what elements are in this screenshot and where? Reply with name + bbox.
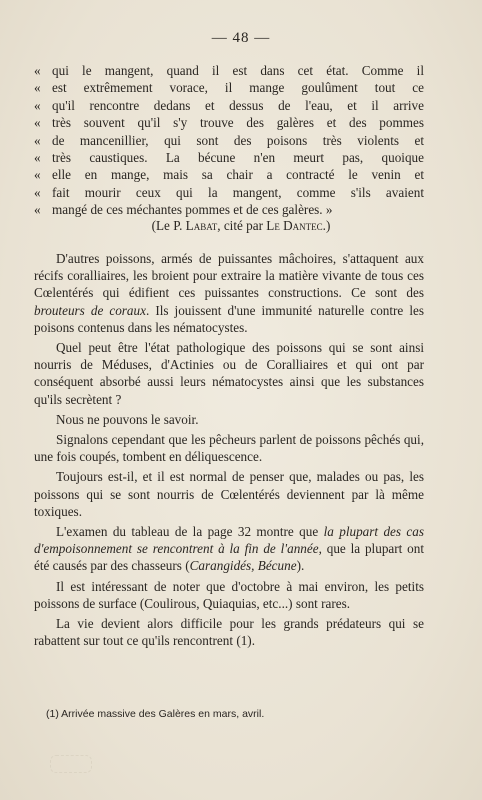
- paragraph-text: ).: [296, 558, 305, 574]
- body-text: [34, 250, 424, 652]
- quote-mark: «: [34, 150, 41, 166]
- quote-line: [34, 132, 424, 149]
- quote-line-text: qui le mangent, quand il est dans cet état. Comme il: [52, 63, 424, 78]
- paragraph-text: L'examen du tableau de la page 32 montre que: [56, 524, 324, 540]
- citation-middle: , cité par: [217, 218, 267, 233]
- quote-line: [34, 114, 424, 131]
- quote-line: [34, 62, 424, 79]
- paragraph-italic: Carangidés, Bécune: [189, 558, 297, 574]
- quote-line-text: qu'il rencontre dedans et dessus de l'eau, et il arrive: [52, 97, 424, 113]
- quote-line-text: mangé de ces méchantes pommes et de ces galères. »: [52, 202, 333, 218]
- paragraph: [34, 523, 424, 575]
- paragraph: Il est intéressant de noter que d'octobre à mai environ, les petits poissons de surface (Coulirous, Quiaquias, etc...) sont rares.: [34, 578, 424, 611]
- quote-mark: «: [34, 63, 41, 78]
- quote-line-text: elle en mange, mais sa chair a contracté le venin et: [52, 167, 424, 183]
- quote-line: [34, 149, 424, 166]
- paragraph: La vie devient alors difficile pour les grands prédateurs qui se rabattent sur tout ce qu'ils rencontrent (1).: [34, 616, 424, 649]
- quote-citation: [0, 218, 482, 234]
- paragraph: Nous ne pouvons le savoir.: [56, 411, 199, 427]
- quote-line-text: très souvent qu'il s'y trouve des galères et des pommes: [52, 115, 424, 131]
- quote-line: [34, 201, 424, 218]
- paragraph: Quel peut être l'état pathologique des poissons qui se sont ainsi nourris de Méduses, d'Actinies ou de Coralliaires et qui ont par conséquent absorbé aussi leurs nématocystes ainsi que les substances qu'ils secrètent ?: [34, 340, 424, 407]
- quote-mark: «: [34, 80, 41, 96]
- footnote: (1) Arrivée massive des Galères en mars, avril.: [46, 708, 265, 720]
- faint-stamp-mark: [50, 755, 92, 773]
- paragraph: Toujours est-il, et il est normal de penser que, malades ou pas, les poissons qui se sont nourris de Cœlentérés deviennent par là même toxiques.: [34, 469, 424, 519]
- quote-line-text: est extrêmement vorace, il mange goulûment tout ce: [52, 80, 424, 96]
- quote-line-text: de mancenillier, qui sont des poisons très violents et: [52, 132, 424, 148]
- citation-author-labat: Labat: [185, 218, 218, 233]
- paragraph-italic: la plupart des cas d'empoisonnement se rencontrent à la fin de l'année: [34, 524, 424, 557]
- quote-mark: «: [34, 97, 41, 113]
- quote-line: [34, 79, 424, 96]
- quote-line: [34, 184, 424, 201]
- quote-mark: «: [34, 115, 41, 131]
- citation-close: .): [322, 218, 331, 233]
- paragraph: [34, 250, 424, 336]
- paragraph: Signalons cependant que les pêcheurs parlent de poissons pêchés qui, une fois coupés, tombent en déliquescence.: [34, 432, 424, 465]
- citation-author-le-dantec: Le Dantec: [266, 218, 323, 233]
- citation-open: (Le P.: [151, 218, 186, 233]
- page-number: — 48 —: [211, 30, 271, 46]
- quote-line-text: fait mourir ceux qui la mangent, comme s'ils avaient: [52, 184, 424, 200]
- paragraph-text: . Ils jouissent d'une immunité naturelle contre les poisons contenus dans les nématocystes.: [34, 302, 424, 335]
- footnote-divider: [46, 696, 106, 697]
- quote-mark: «: [34, 184, 41, 200]
- paragraph-text: D'autres poissons, armés de puissantes mâchoires, s'attaquent aux récifs coralliaires, les broient pour extraire la matière vivante de tous ces Cœlentérés qui édifient ces puissantes constructions. Ce sont des: [34, 251, 424, 301]
- quote-line: [34, 166, 424, 183]
- quote-line-text: très caustiques. La bécune n'en meurt pas, quoique: [52, 150, 424, 166]
- quote-mark: «: [34, 202, 41, 218]
- quote-line: [34, 97, 424, 114]
- quote-mark: «: [34, 167, 41, 183]
- paragraph-text: , que la plupart ont été causés par des chasseurs (: [34, 541, 424, 574]
- paragraph-italic: brouteurs de coraux: [34, 302, 146, 318]
- quote-mark: «: [34, 132, 41, 148]
- quotation-block: [34, 62, 424, 219]
